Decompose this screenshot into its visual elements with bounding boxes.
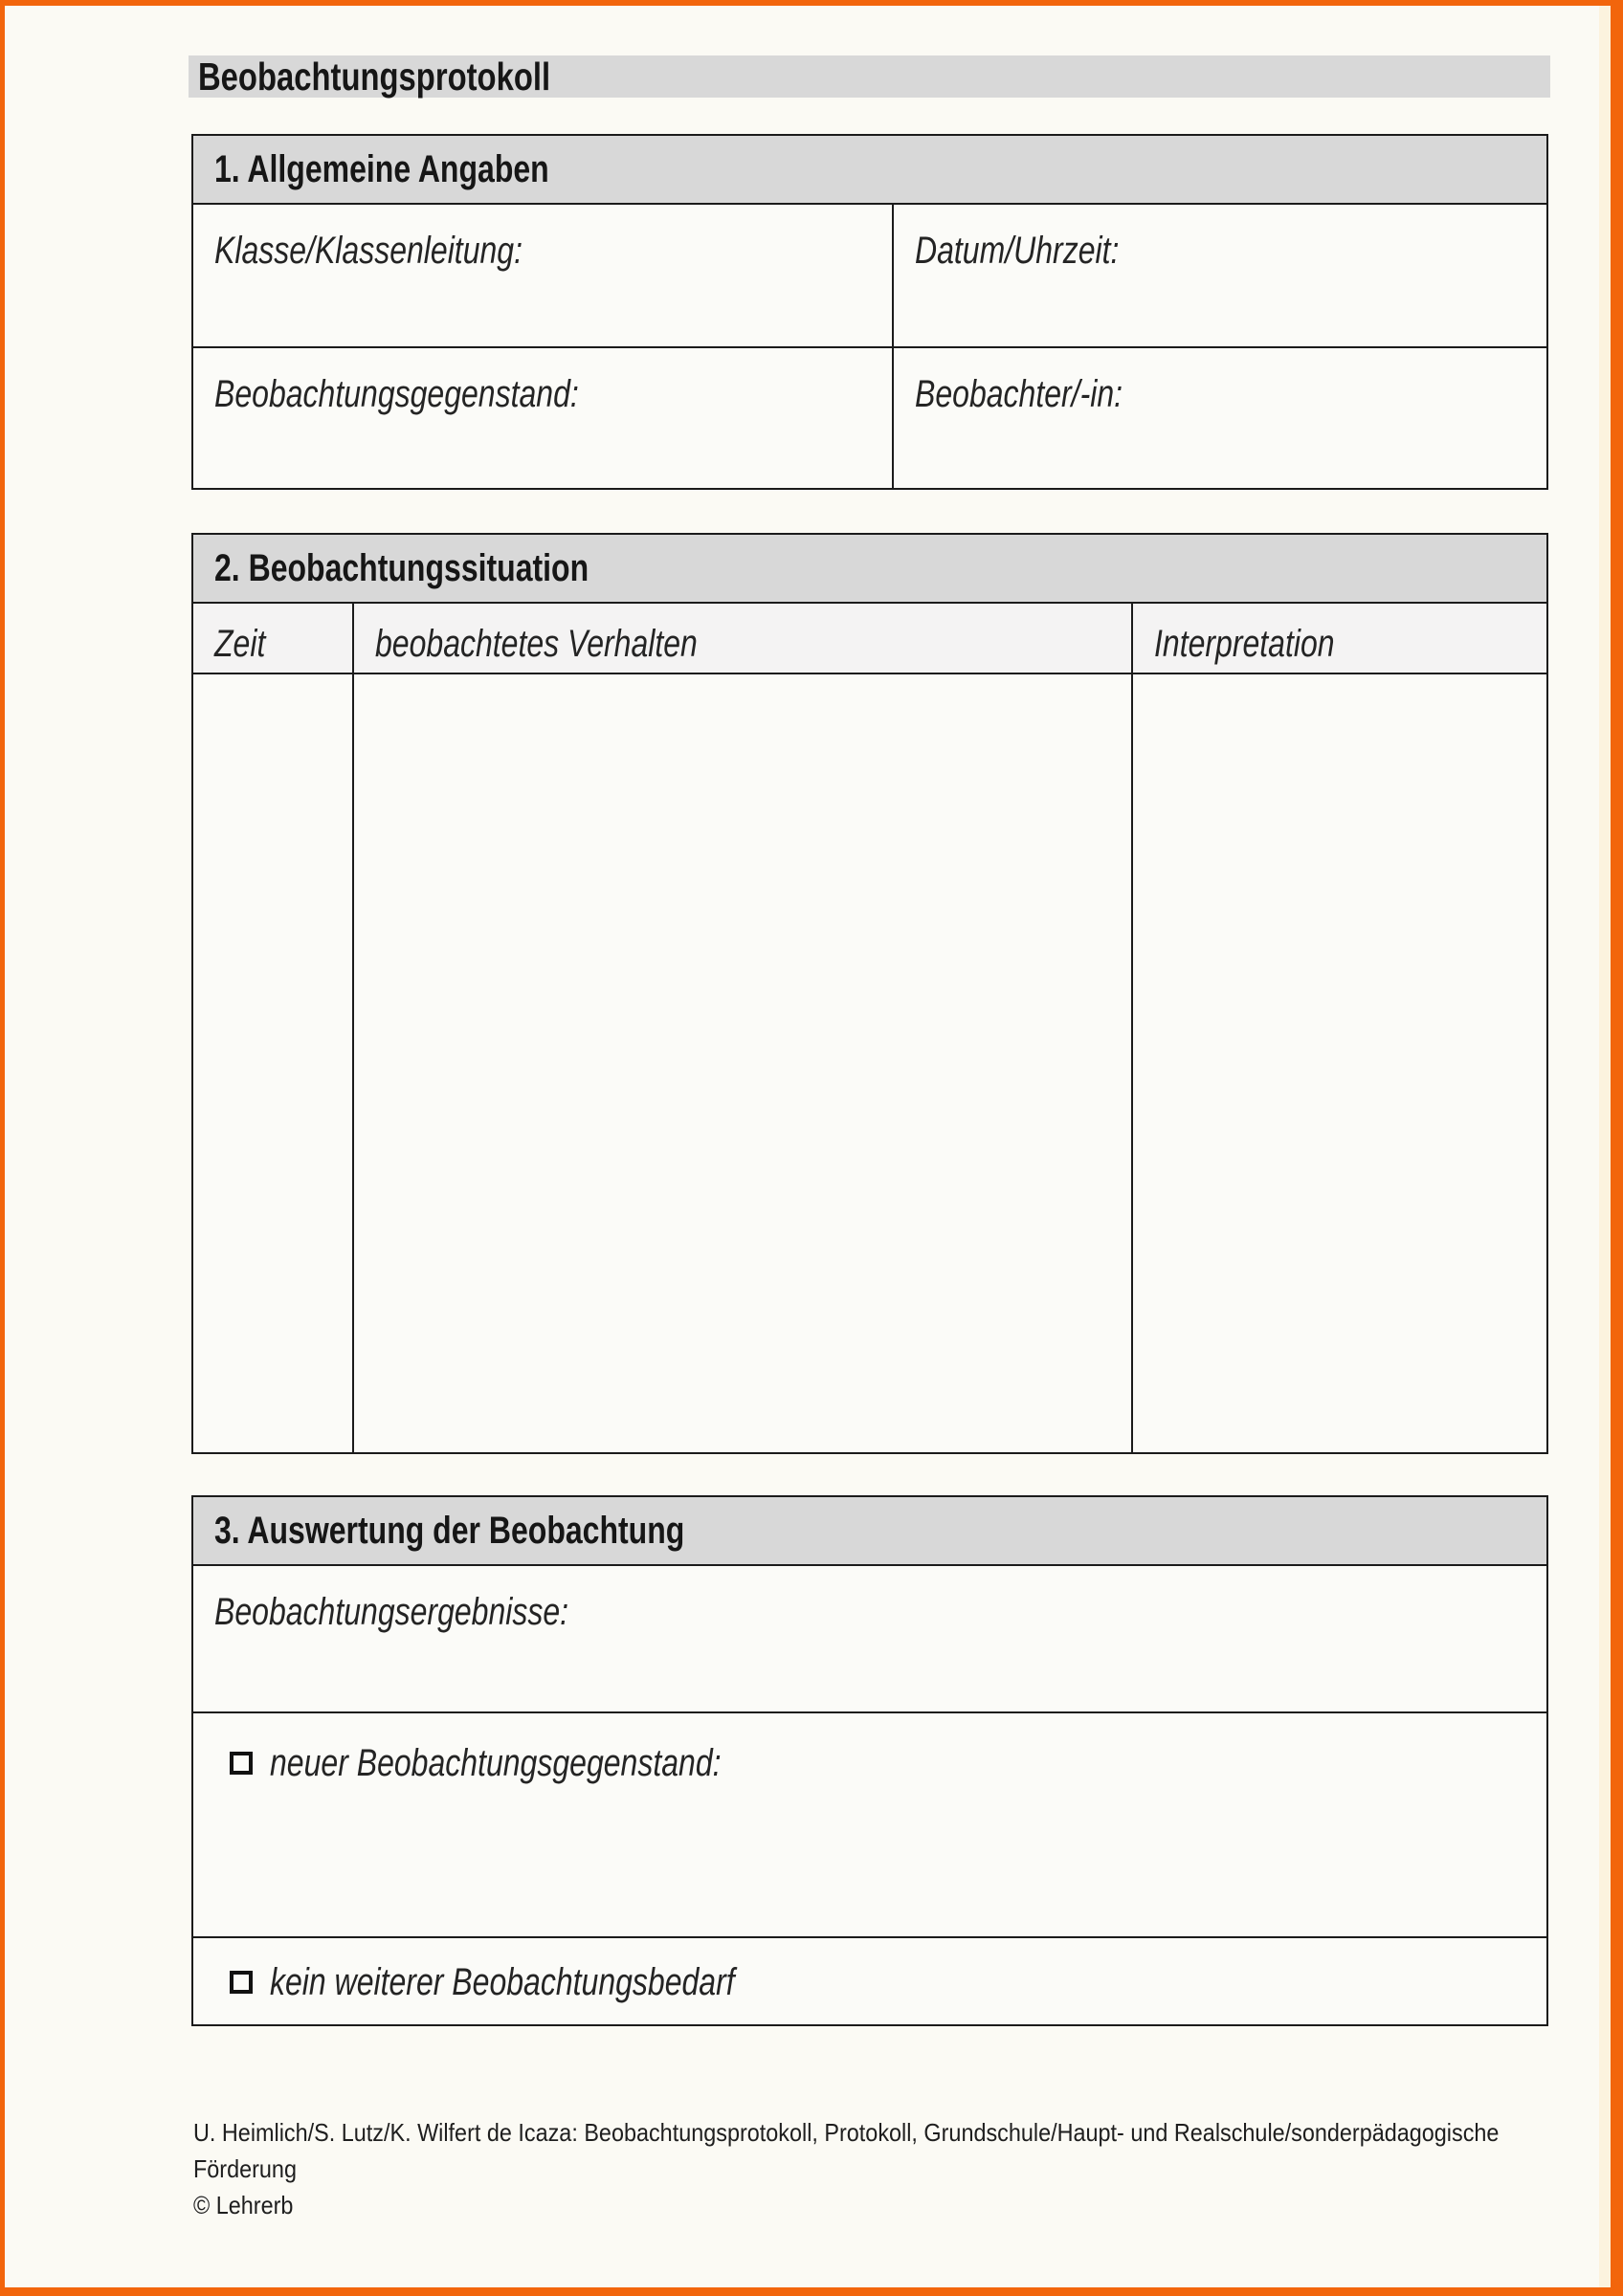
footer-line-3: [193, 2187, 1571, 2223]
field-label-beobachter: Beobachter/-in:: [915, 373, 1123, 415]
checkbox-cell-kein-bedarf: [193, 1938, 1546, 2024]
column-header-verhalten: [352, 604, 1131, 673]
section-1-heading: 1. Allgemeine Angaben: [214, 147, 549, 190]
field-label-gegenstand: Beobachtungsgegenstand:: [214, 373, 579, 415]
checkbox-cell-neuer-gegenstand: [193, 1713, 1546, 1936]
section-1-table: [191, 134, 1548, 490]
results-label: Beobachtungsergebnisse:: [214, 1591, 569, 1633]
section-2-column-header-row: [193, 604, 1546, 674]
field-cell-beobachter[interactable]: [892, 348, 1546, 488]
section-3-heading: 3. Auswertung der Beobachtung: [214, 1509, 685, 1552]
footer-line-2: [193, 2151, 1571, 2187]
footer-line-1: [193, 2114, 1571, 2151]
checkbox-kein-bedarf[interactable]: [230, 1971, 253, 1994]
page-title-bar: [189, 55, 1550, 98]
section-2-body-row: [193, 674, 1546, 1452]
field-label-klasse: Klasse/Klassenleitung:: [214, 230, 522, 272]
section-1-header: [193, 136, 1546, 205]
column-header-verhalten-label: beobachtetes Verhalten: [375, 623, 698, 665]
footer-text: [193, 2114, 1571, 2223]
checkbox-label-neuer-gegenstand: neuer Beobachtungsgegenstand:: [270, 1742, 722, 1784]
footer-line-3-text: © Lehrerb: [193, 2191, 294, 2219]
footer-line-2-text: Förderung: [193, 2154, 297, 2183]
body-cell-verhalten[interactable]: [352, 674, 1131, 1452]
body-cell-zeit[interactable]: [193, 674, 352, 1452]
section-2-table: [191, 533, 1548, 1454]
column-header-interpretation-label: Interpretation: [1154, 623, 1335, 665]
field-label-datum: Datum/Uhrzeit:: [915, 230, 1120, 272]
section-3-table: [191, 1495, 1548, 2026]
page-title: Beobachtungsprotokoll: [198, 55, 551, 99]
footer-line-1-text: U. Heimlich/S. Lutz/K. Wilfert de Icaza: Beobachtungsprotokoll, Protokoll, Grundschule/Haupt- und Realschule/sonderpädagogische: [193, 2118, 1500, 2147]
section-1-row-2: [193, 346, 1546, 488]
field-cell-datum[interactable]: [892, 205, 1546, 346]
column-header-interpretation: [1131, 604, 1546, 673]
checkbox-label-kein-bedarf: kein weiterer Beobachtungsbedarf: [270, 1961, 735, 2003]
section-1-row-1: [193, 205, 1546, 346]
field-cell-klasse[interactable]: [193, 205, 892, 346]
checkbox-row-kein-bedarf: [193, 1936, 1546, 2024]
column-header-zeit-label: Zeit: [214, 623, 266, 665]
column-header-zeit: [193, 604, 352, 673]
checkbox-row-neuer-gegenstand: [193, 1711, 1546, 1936]
field-cell-gegenstand[interactable]: [193, 348, 892, 488]
checkbox-neuer-gegenstand[interactable]: [230, 1752, 253, 1775]
body-cell-interpretation[interactable]: [1131, 674, 1546, 1452]
results-cell[interactable]: [193, 1566, 1546, 1711]
results-row: [193, 1566, 1546, 1711]
section-2-heading: 2. Beobachtungssituation: [214, 546, 589, 589]
section-2-header: [193, 535, 1546, 604]
section-3-header: [193, 1497, 1546, 1566]
